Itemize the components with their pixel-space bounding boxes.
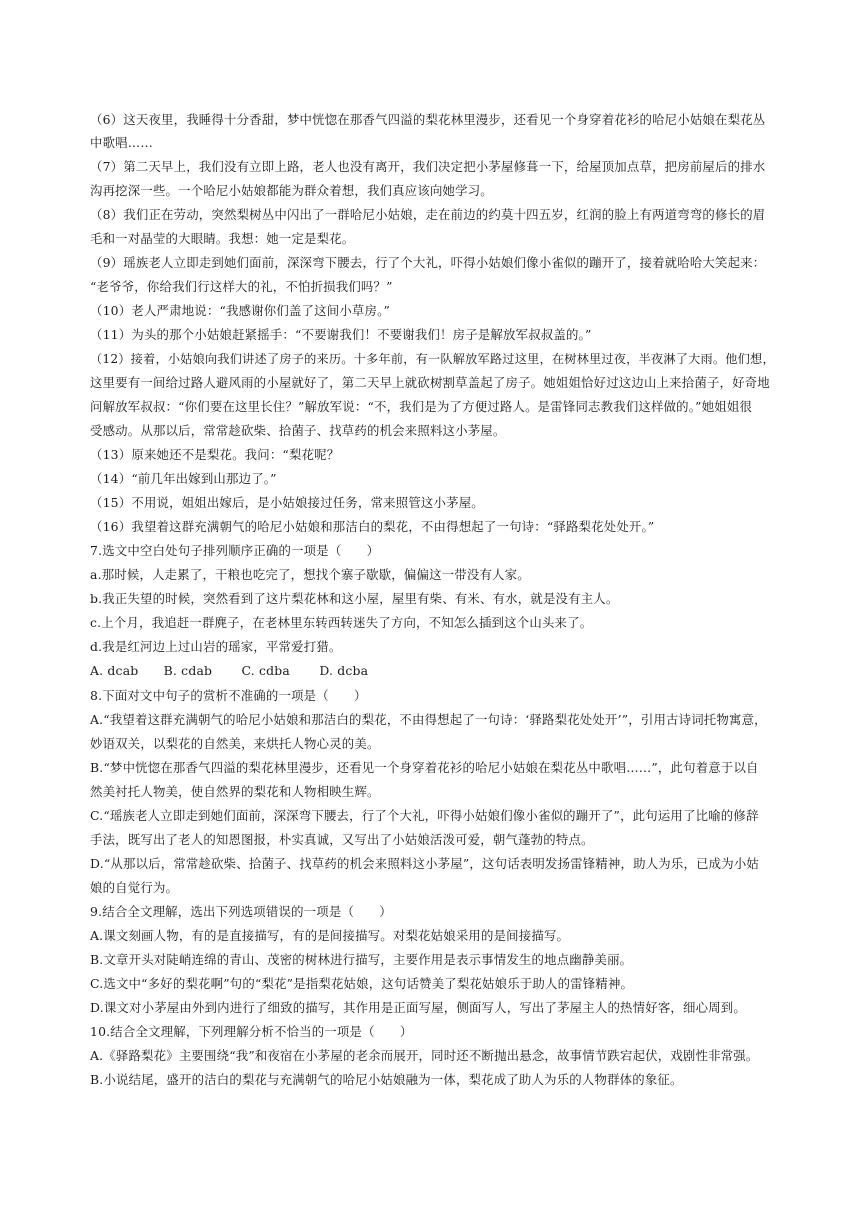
question-8-option-b-line-1: B.“梦中恍惚在那香气四溢的梨花林里漫步，还看见一个身穿着花衫的哈尼小姑娘在梨花丛中歌唱……”，此句着意于以自 [90, 760, 759, 775]
question-10-stem: 10.结合全文理解，下列理解分析不恰当的一项是（ ） [90, 1024, 413, 1039]
question-8-option-c-line-2: 手法，既写出了老人的知恩图报，朴实真诚，又写出了小姑娘活泼可爱，朝气蓬勃的特点。 [90, 832, 594, 847]
paragraph-12-line-4: 受感动。从那以后，常常趁砍柴、拾菌子、找草药的机会来照料这小茅屋。 [90, 423, 506, 438]
question-9-stem: 9.结合全文理解，选出下列选项错误的一项是（ ） [90, 904, 392, 919]
question-7-stem: 7.选文中空白处句子排列顺序正确的一项是（ ） [90, 543, 380, 558]
question-10-option-b: B.小说结尾，盛开的洁白的梨花与充满朝气的哈尼小姑娘融为一体，梨花成了助人为乐的人物群体的象征。 [90, 1072, 683, 1087]
paragraph-6-line-2: 中歌唱…… [90, 135, 153, 150]
question-7-sentence-b: b.我正失望的时候，突然看到了这片梨花林和这小屋，屋里有柴、有米、有水，就是没有主人。 [90, 591, 619, 606]
paragraph-9-line-1: （9）瑶族老人立即走到她们面前，深深弯下腰去，行了个大礼，吓得小姑娘们像小雀似的蹦开了，接着就哈哈大笑起来： [90, 255, 766, 270]
paragraph-8-line-1: （8）我们正在劳动，突然梨树丛中闪出了一群哈尼小姑娘，走在前边的约莫十四五岁，红润的脸上有两道弯弯的修长的眉 [90, 207, 766, 222]
paragraph-11: （11）为头的那个小姑娘赶紧摇手：“不要谢我们！不要谢我们！房子是解放军叔叔盖的。” [90, 327, 592, 342]
question-7-options: A. dcab B. cdab C. cdba D. dcba [90, 663, 369, 678]
paragraph-12-line-1: （12）接着，小姑娘向我们讲述了房子的来历。十多年前，有一队解放军路过这里，在树林里过夜，半夜淋了大雨。他们想， [90, 352, 775, 366]
question-8-option-b-line-2: 然美衬托人物美，使自然界的梨花和人物相映生辉。 [90, 784, 380, 799]
question-8-option-a-line-1: A.“我望着这群充满朝气的哈尼小姑娘和那洁白的梨花，不由得想起了一句诗：‘驿路梨花处处开’”，引用古诗词托物寓意， [90, 712, 767, 727]
paragraph-15: （15）不用说，姐姐出嫁后，是小姑娘接过任务，常来照管这小茅屋。 [90, 495, 484, 510]
question-8-option-d-line-2: 娘的自觉行为。 [90, 880, 179, 895]
question-9-option-b: B.文章开头对陡峭连绵的青山、茂密的树林进行描写，主要作用是表示事情发生的地点幽静美丽。 [90, 952, 633, 967]
question-7-sentence-d: d.我是红河边上过山岩的瑶家，平常爱打猎。 [90, 639, 342, 654]
paragraph-16: （16）我望着这群充满朝气的哈尼小姑娘和那洁白的梨花，不由得想起了一句诗：“驿路梨花处处开。” [90, 519, 655, 534]
paragraph-12-line-3: 问解放军叔叔：“你们要在这里长住？”解放军说：“不，我们是为了方便过路人。是雷锋同志教我们这样做的。”她姐姐很 [90, 399, 753, 414]
question-9-option-c: C.选文中“多好的梨花啊”句的“梨花”是指梨花姑娘，这句话赞美了梨花姑娘乐于助人的雷锋精神。 [90, 976, 634, 991]
paragraph-7-line-1: （7）第二天早上，我们没有立即上路，老人也没有离开，我们决定把小茅屋修葺一下，给屋顶加点草，把房前屋后的排水 [90, 159, 766, 174]
question-8-option-a-line-2: 妙语双关，以梨花的自然美，来烘托人物心灵的美。 [90, 736, 380, 751]
question-8-option-c-line-1: C.“瑶族老人立即走到她们面前，深深弯下腰去，行了个大礼，吓得小姑娘们像小雀似的蹦开了”，此句运用了比喻的修辞 [90, 808, 759, 823]
paragraph-14: （14）“前几年出嫁到山那边了。” [90, 471, 277, 486]
paragraph-8-line-2: 毛和一对晶莹的大眼睛。我想：她一定是梨花。 [90, 231, 355, 246]
question-7-sentence-c: c.上个月，我追赶一群麂子，在老林里东转西转迷失了方向，不知怎么插到这个山头来了。 [90, 615, 593, 630]
paragraph-10: （10）老人严肃地说：“我感谢你们盖了这间小草房。” [90, 303, 391, 318]
paragraph-12-line-2: 这里要有一间给过路人避风雨的小屋就好了，第二天早上就砍树割草盖起了房子。她姐姐恰好过这边山上来拾菌子，好奇地 [90, 375, 770, 390]
question-10-option-a: A.《驿路梨花》主要围绕“我”和夜宿在小茅屋的老余而展开，同时还不断抛出悬念，故事情节跌宕起伏，戏剧性非常强。 [90, 1048, 759, 1063]
question-9-option-d: D.课文对小茅屋由外到内进行了细致的描写，其作用是正面写屋，侧面写人，写出了茅屋主人的热情好客，细心周到。 [90, 1000, 746, 1015]
question-7-sentence-a: a.那时候，人走累了，干粮也吃完了，想找个寨子歇歇，偏偏这一带没有人家。 [90, 567, 530, 582]
question-9-option-a: A.课文刻画人物，有的是直接描写，有的是间接描写。对梨花姑娘采用的是间接描写。 [90, 928, 570, 943]
paragraph-6-line-1: （6）这天夜里，我睡得十分香甜，梦中恍惚在那香气四溢的梨花林里漫步，还看见一个身穿着花衫的哈尼小姑娘在梨花丛 [90, 112, 766, 127]
question-8-stem: 8.下面对文中句子的赏析不准确的一项是（ ） [90, 688, 367, 703]
question-8-option-d-line-1: D.“从那以后，常常趁砍柴、拾菌子、找草药的机会来照料这小茅屋”，这句话表明发扬雷锋精神，助人为乐，已成为小姑 [90, 856, 760, 871]
paragraph-7-line-2: 沟再挖深一些。一个哈尼小姑娘都能为群众着想，我们真应该向她学习。 [90, 183, 493, 198]
paragraph-9-line-2: “老爷爷，你给我们行这样大的礼，不怕折损我们吗？” [90, 279, 393, 294]
paragraph-13: （13）原来她还不是梨花。我问：“梨花呢？ [90, 447, 340, 462]
